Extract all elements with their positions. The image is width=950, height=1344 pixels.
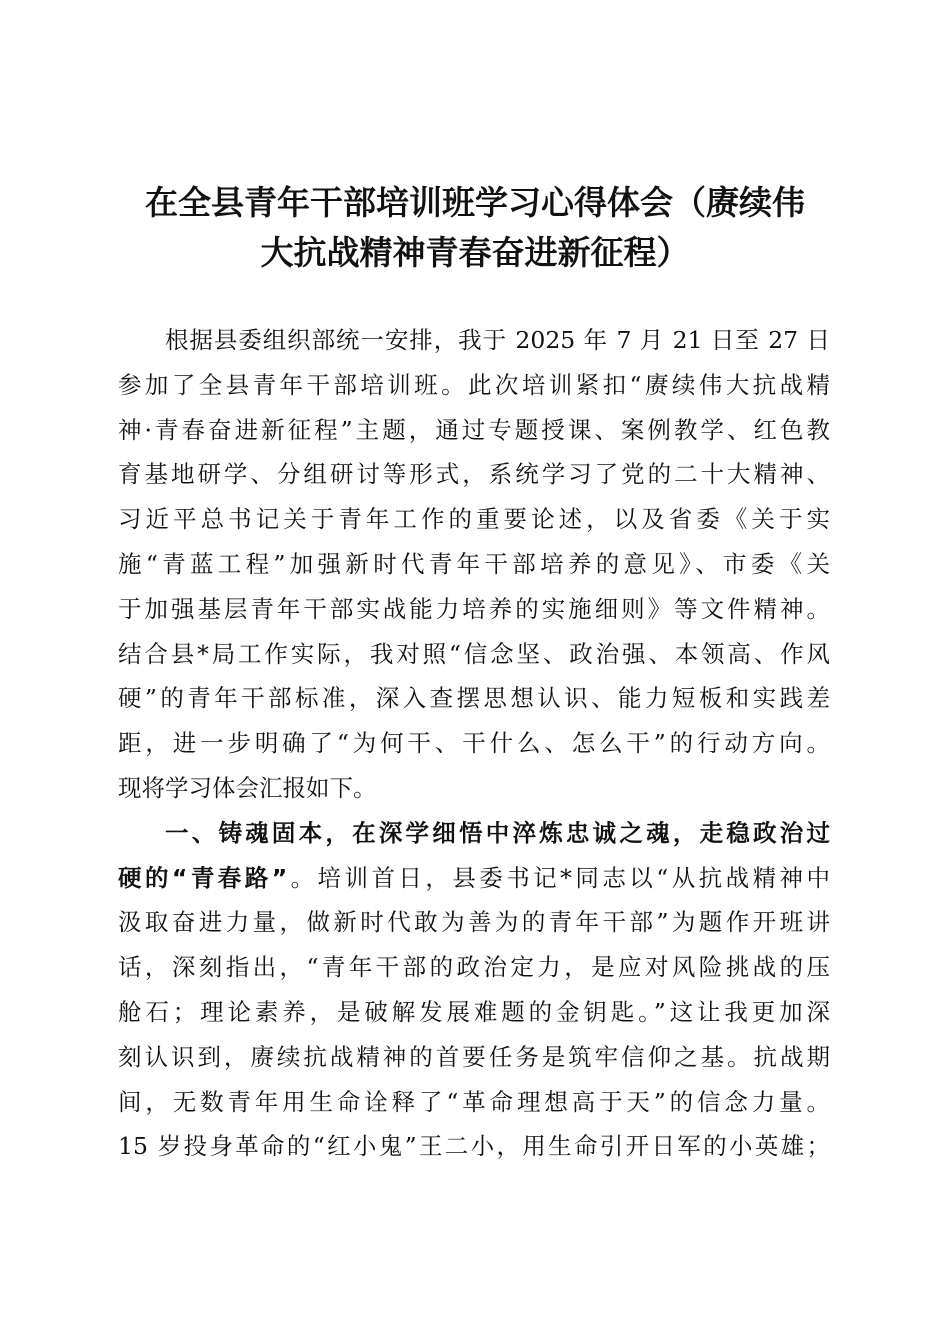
paragraph-line: 汲取奋进力量，做新时代敢为善为的青年干部”为题作开班讲 — [118, 908, 830, 937]
document-title — [110, 178, 840, 278]
paragraph-text: 。培训首日，县委书记*同志以“从抗战精神中 — [287, 863, 831, 892]
document-body — [118, 318, 830, 1169]
paragraph-line: 硬”的青年干部标准，深入查摆思想认识、能力短板和实践差 — [118, 684, 830, 713]
paragraph-line: 施“青蓝工程”加强新时代青年干部培养的意见》、市委《关 — [118, 549, 830, 578]
paragraph-intro — [118, 318, 830, 811]
paragraph-line: 结合县*局工作实际，我对照“信念坚、政治强、本领高、作风 — [118, 639, 830, 668]
paragraph-line: 根据县委组织部统一安排，我于 2025 年 7 月 21 日至 27 日 — [165, 326, 830, 354]
paragraph-line: 间，无数青年用生命诠释了“革命理想高于天”的信念力量。 — [118, 1087, 830, 1116]
paragraph-line: 神·青春奋进新征程”主题，通过专题授课、案例教学、红色教 — [118, 415, 830, 444]
paragraph-section-one — [118, 811, 830, 1169]
paragraph-line: 于加强基层青年干部实战能力培养的实施细则》等文件精神。 — [118, 594, 830, 623]
paragraph-line: 参加了全县青年干部培训班。此次培训紧扣“赓续伟大抗战精 — [118, 370, 830, 399]
paragraph-line: 距，进一步明确了“为何干、干什么、怎么干”的行动方向。 — [118, 729, 830, 758]
paragraph-line: 育基地研学、分组研讨等形式，系统学习了党的二十大精神、 — [118, 460, 830, 489]
paragraph-line: 舱石；理论素养，是破解发展难题的金钥匙。”这让我更加深 — [118, 997, 830, 1026]
paragraph-line: 现将学习体会汇报如下。 — [118, 773, 377, 802]
paragraph-line: 话，深刻指出，“青年干部的政治定力，是应对风险挑战的压 — [118, 953, 830, 982]
section-heading-end: 硬的“青春路” — [118, 863, 288, 892]
title-line-1: 在全县青年干部培训班学习心得体会（赓续伟 — [145, 183, 805, 222]
title-line-2: 大抗战精神青春奋进新征程） — [260, 233, 690, 272]
paragraph-line: 15 岁投身革命的“红小鬼”王二小，用生命引开日军的小英雄； — [118, 1132, 830, 1161]
paragraph-line: 刻认识到，赓续抗战精神的首要任务是筑牢信仰之基。抗战期 — [118, 1042, 830, 1071]
paragraph-line-mixed — [118, 856, 830, 901]
section-heading-line: 一、铸魂固本，在深学细悟中淬炼忠诚之魂，走稳政治过 — [165, 818, 830, 847]
paragraph-line: 习近平总书记关于青年工作的重要论述，以及省委《关于实 — [118, 505, 830, 534]
